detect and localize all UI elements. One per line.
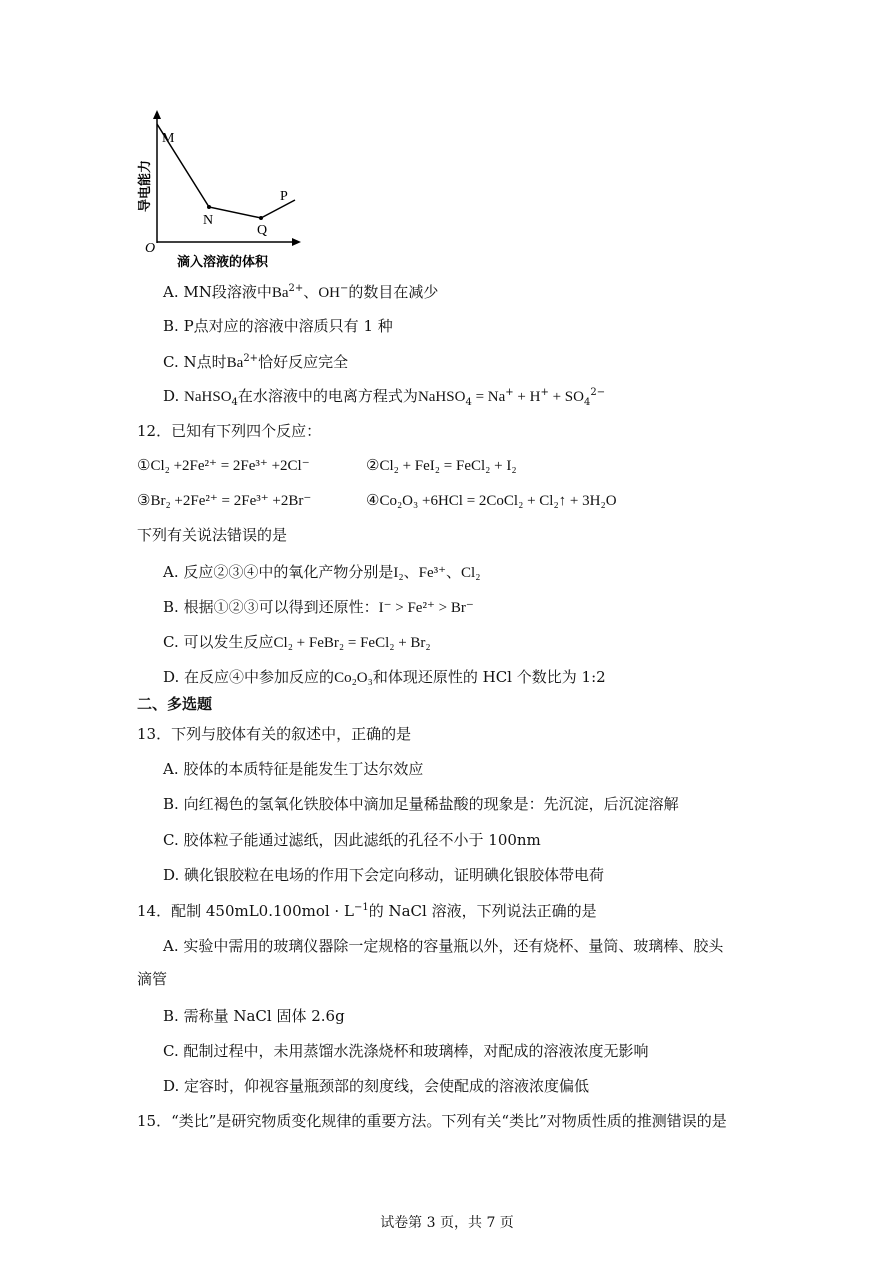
origin-label: O (145, 241, 156, 256)
point-q-label: Q (257, 223, 268, 238)
q12-option-a: A. 反应②③④中的氧化产物分别是I₂、Fe³⁺、Cl₂ (163, 563, 481, 581)
point-m-label: M (162, 131, 175, 146)
q12-option-d: D. 在反应④中参加反应的Co₂O₃和体现还原性的 HCl 个数比为 1:2 (163, 668, 606, 686)
point-n-label: N (203, 213, 214, 228)
conductivity-graph (133, 108, 313, 273)
point-p-label: P (280, 189, 288, 204)
x-axis-arrow (292, 238, 301, 246)
q11-option-a: A. MN段溶液中$Ba^{2+}$、OH−的数目在减少 (163, 283, 439, 301)
y-axis-arrow (153, 110, 161, 119)
q12-reaction-2: ②Cl₂ + FeI₂ = FeCl₂ + I₂ (366, 458, 517, 474)
q14-option-a: A. 实验中需用的玻璃仪器除一定规格的容量瓶以外，还有烧杯、量筒、玻璃棒、胶头 (163, 937, 724, 955)
q12-option-b: B. 根据①②③可以得到还原性：I⁻ > Fe²⁺ > Br⁻ (163, 598, 474, 616)
point-n-dot (207, 205, 211, 209)
y-axis-label: 导电能力 (138, 159, 153, 212)
section-heading: 二、多选题 (137, 695, 213, 713)
q13-stem: 13．下列与胶体有关的叙述中，正确的是 (137, 725, 412, 743)
q13-option-a: A. 胶体的本质特征是能发生丁达尔效应 (163, 760, 424, 778)
q14-option-c: C. 配制过程中，未用蒸馏水洗涤烧杯和玻璃棒，对配成的溶液浓度无影响 (163, 1042, 649, 1060)
q12-reaction-3: ③Br₂ +2Fe²⁺ = 2Fe³⁺ +2Br⁻ (137, 493, 312, 509)
q12-reaction-1: ①Cl₂ +2Fe²⁺ = 2Fe³⁺ +2Cl⁻ (137, 458, 310, 474)
conductivity-curve (157, 124, 295, 218)
q12-ask: 下列有关说法错误的是 (137, 526, 288, 544)
q13-option-b: B. 向红褐色的氢氧化铁胶体中滴加足量稀盐酸的现象是：先沉淀，后沉淀溶解 (163, 795, 679, 813)
q13-option-d: D. 碘化银胶粒在电场的作用下会定向移动，证明碘化银胶体带电荷 (163, 866, 605, 884)
q14-option-b: B. 需称量 NaCl 固体 2.6g (163, 1007, 345, 1025)
page-footer: 试卷第 3 页，共 7 页 (380, 1215, 514, 1231)
q15-stem: 15．“类比”是研究物质变化规律的重要方法。下列有关“类比”对物质性质的推测错误的是 (137, 1112, 727, 1130)
q14-stem: 14．配制 $450mL0.100mol \cdot L^{-1}$的 NaCl 溶液，下列说法正确的是 (137, 902, 597, 920)
q12-reaction-4: ④Co₂O₃ +6HCl = 2CoCl₂ + Cl₂↑ + 3H₂O (366, 493, 617, 509)
q11-option-d: D. NaHSO$_4$在水溶液中的电离方程式为NaHSO$_4$ = $Na^+ + H^+ + SO_4^{2-}$ (163, 387, 606, 408)
q12-option-c: C. 可以发生反应Cl₂ + FeBr₂ = FeCl₂ + Br₂ (163, 633, 431, 651)
q11-option-c: C. N点时$Ba^{2+}$恰好反应完全 (163, 353, 349, 371)
q13-option-c: C. 胶体粒子能通过滤纸，因此滤纸的孔径不小于 100nm (163, 831, 541, 849)
q12-stem: 12．已知有下列四个反应： (137, 422, 322, 440)
x-axis-label: 滴入溶液的体积 (177, 255, 269, 270)
q14-option-d: D. 定容时，仰视容量瓶颈部的刻度线，会使配成的溶液浓度偏低 (163, 1077, 590, 1095)
point-q-dot (259, 216, 263, 220)
q14-option-a-continued: 滴管 (137, 970, 168, 988)
q11-option-b: B. P点对应的溶液中溶质只有 1 种 (163, 317, 393, 335)
